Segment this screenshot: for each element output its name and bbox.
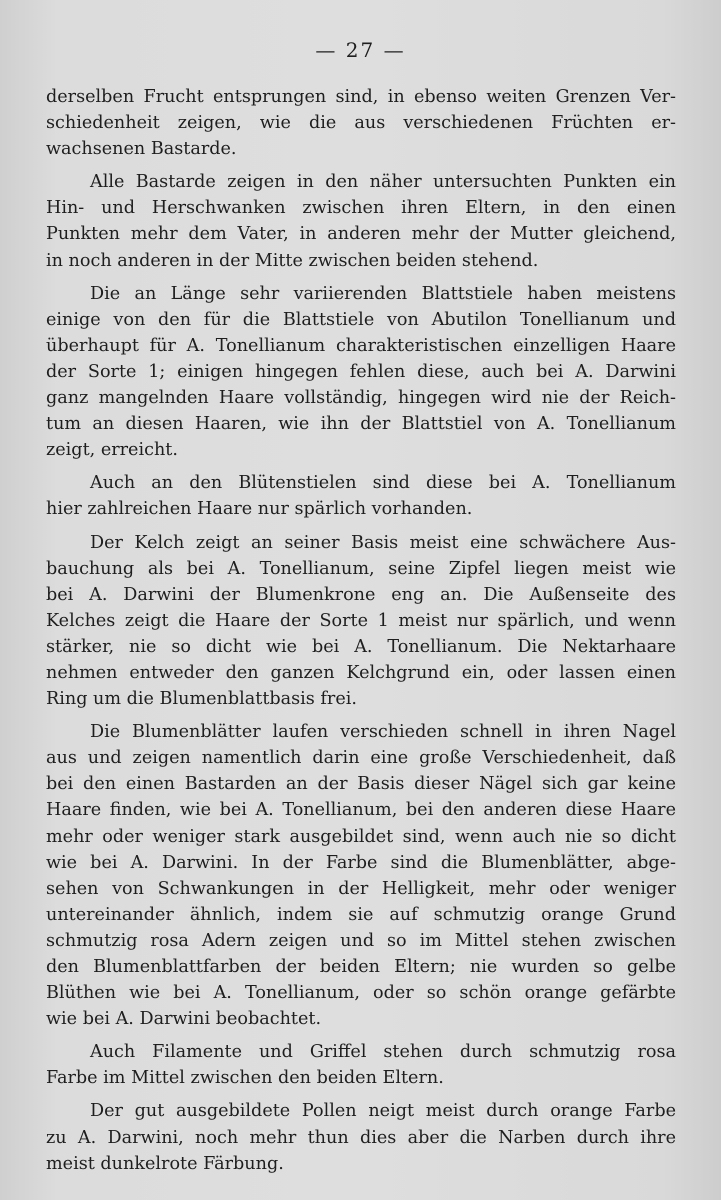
text-line: schiedenheit zeigen, wie die aus verschiedenen Früchten er- (46, 113, 676, 134)
text-line: Die an Länge sehr variierenden Blattstiele haben meistens (90, 283, 676, 304)
text-line: Kelches zeigt die Haare der Sorte 1 meist nur spärlich, und wenn (46, 610, 676, 631)
text-line: derselben Frucht entsprungen sind, in ebenso weiten Grenzen Ver- (46, 87, 676, 107)
paragraph (46, 281, 676, 464)
text-line: Hin- und Herschwanken zwischen ihren Eltern, in den einen (46, 198, 676, 219)
text-line: ganz mangelnden Haare vollständig, hingegen wird nie der Reich- (46, 388, 676, 409)
paragraph (46, 530, 676, 713)
text-line: zu A. Darwini, noch mehr thun dies aber die Narben durch ihre (46, 1127, 676, 1148)
text-line: wachsenen Bastarde. (46, 139, 237, 160)
text-line: Ring um die Blumenblattbasis frei. (46, 689, 357, 710)
text-line: in noch anderen in der Mitte zwischen beiden stehend. (46, 250, 539, 271)
text-line: aus und zeigen namentlich darin eine große Verschiedenheit, daß (46, 748, 676, 769)
text-line: Auch an den Blütenstielen sind diese bei A. Tonellianum (90, 473, 676, 494)
text-line: nehmen entweder den ganzen Kelchgrund ein, oder lassen einen (46, 662, 676, 683)
text-line: Blüthen wie bei A. Tonellianum, oder so schön orange gefärbte (46, 983, 676, 1004)
paragraph (46, 1098, 676, 1176)
text-line: hier zahlreichen Haare nur spärlich vorhanden. (46, 499, 473, 520)
text-line: Farbe im Mittel zwischen den beiden Eltern. (46, 1068, 444, 1089)
text-line: überhaupt für A. Tonellianum charakteristischen einzelligen Haare (46, 335, 676, 356)
text-line: bei A. Darwini der Blumenkrone eng an. Die Außenseite des (46, 584, 676, 605)
text-line: bei den einen Bastarden an der Basis dieser Nägel sich gar keine (46, 774, 676, 795)
text-line: Der gut ausgebildete Pollen neigt meist durch orange Farbe (90, 1101, 676, 1122)
paragraph (46, 84, 676, 162)
text-line: Die Blumenblätter laufen verschieden schnell in ihren Nagel (90, 722, 676, 743)
text-line: sehen von Schwankungen in der Helligkeit, mehr oder weniger (46, 878, 676, 899)
text-line: Punkten mehr dem Vater, in anderen mehr der Mutter gleichend, (46, 224, 676, 245)
paragraph (46, 169, 676, 273)
text-line: zeigt, erreicht. (46, 440, 178, 461)
text-line: Der Kelch zeigt an seiner Basis meist eine schwächere Aus- (90, 532, 676, 553)
text-line: wie bei A. Darwini. In der Farbe sind die Blumenblätter, abge- (46, 852, 676, 873)
text-line: Auch Filamente und Griffel stehen durch schmutzig rosa (90, 1042, 676, 1063)
text-line: bauchung als bei A. Tonellianum, seine Zipfel liegen meist wie (46, 558, 676, 579)
body-text (46, 84, 676, 1184)
text-line: schmutzig rosa Adern zeigen und so im Mittel stehen zwischen (46, 930, 676, 951)
paragraph (46, 719, 676, 1032)
text-line: den Blumenblattfarben der beiden Eltern; nie wurden so gelbe (46, 957, 676, 977)
text-line: untereinander ähnlich, indem sie auf schmutzig orange Grund (46, 904, 676, 925)
paragraph (46, 470, 676, 522)
text-line: Alle Bastarde zeigen in den näher untersuchten Punkten ein (90, 172, 676, 193)
text-line: einige von den für die Blattstiele von Abutilon Tonellianum und (46, 309, 676, 330)
text-line: mehr oder weniger stark ausgebildet sind, wenn auch nie so dicht (46, 826, 676, 847)
page-number: — 27 — (315, 38, 406, 62)
text-line: stärker, nie so dicht wie bei A. Tonellianum. Die Nektarhaare (46, 636, 676, 657)
text-line: wie bei A. Darwini beobachtet. (46, 1009, 322, 1030)
text-line: meist dunkelrote Färbung. (46, 1153, 284, 1174)
text-line: Haare finden, wie bei A. Tonellianum, bei den anderen diese Haare (46, 800, 676, 821)
text-line: tum an diesen Haaren, wie ihn der Blattstiel von A. Tonellianum (46, 414, 676, 435)
paragraph (46, 1039, 676, 1091)
text-line: der Sorte 1; einigen hingegen fehlen diese, auch bei A. Darwini (46, 361, 676, 382)
